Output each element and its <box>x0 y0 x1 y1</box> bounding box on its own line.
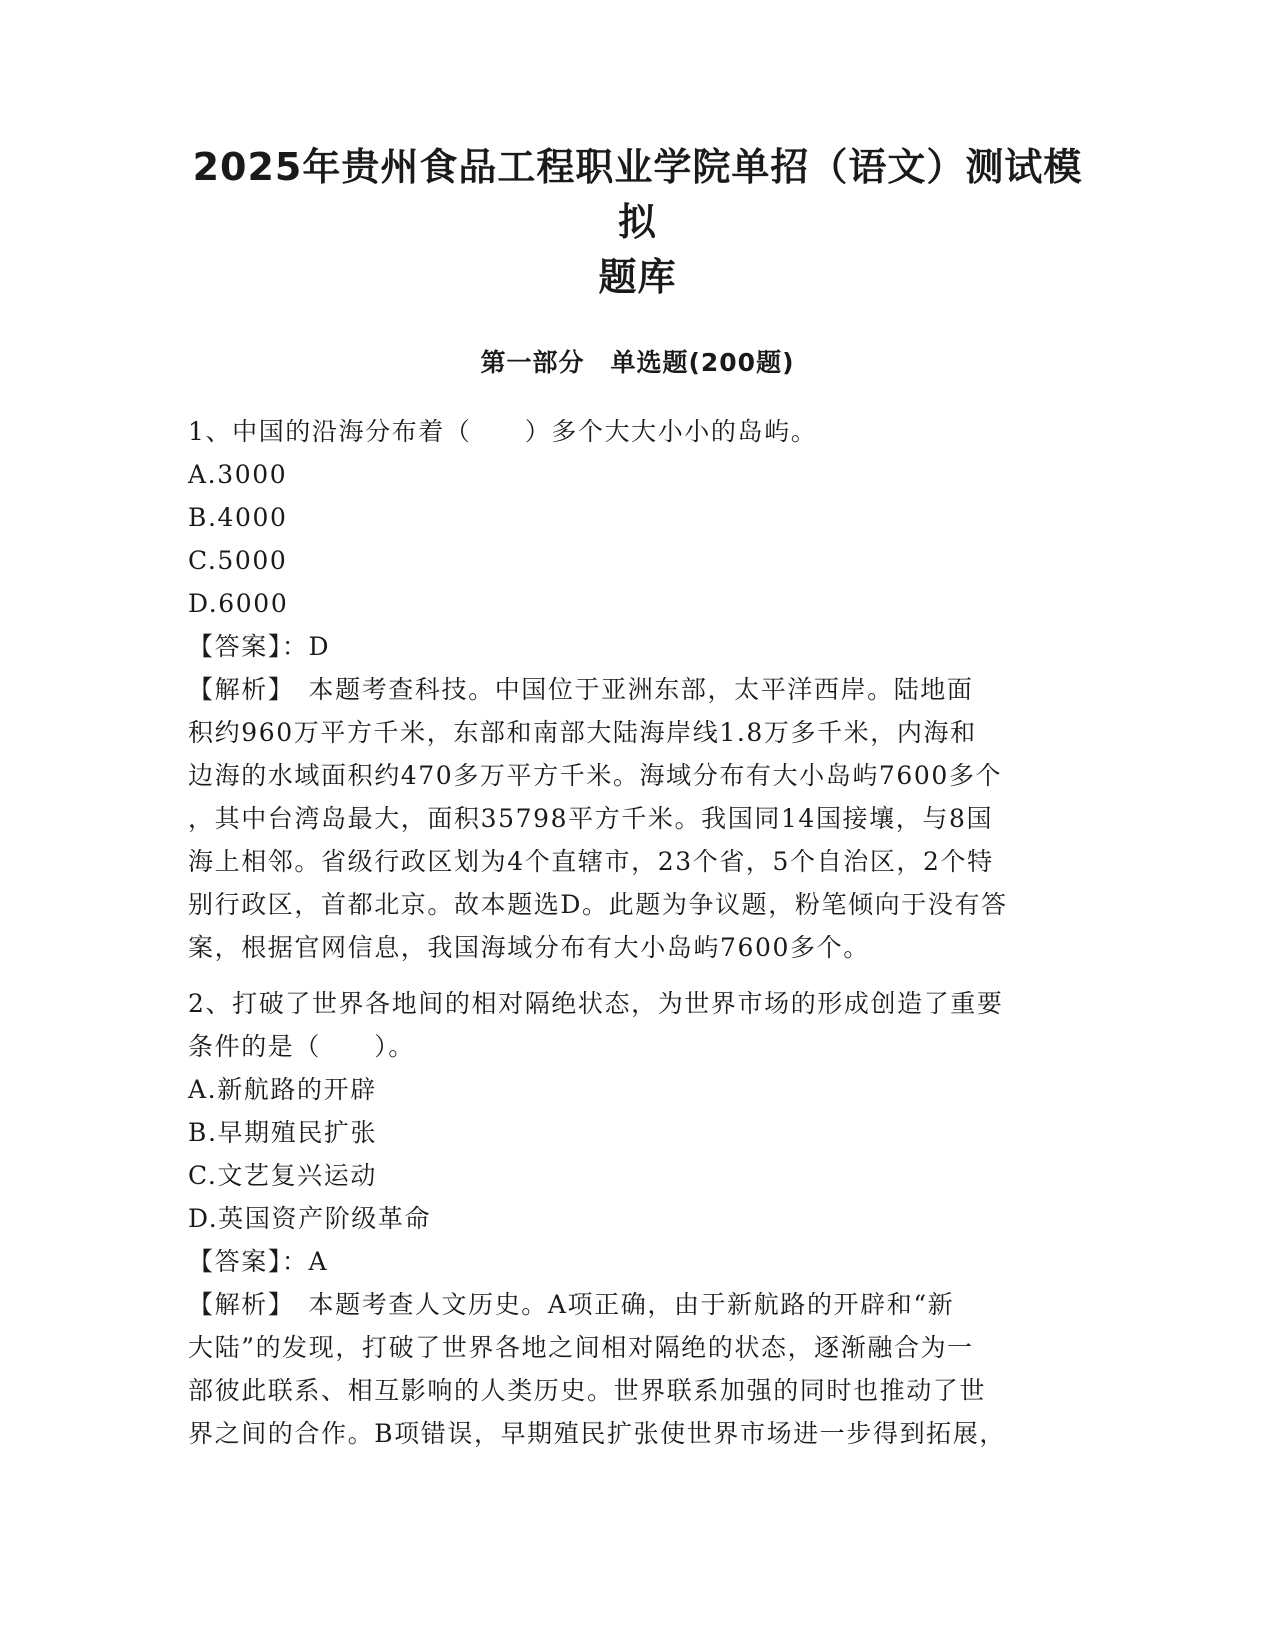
analysis-line: 别行政区，首都北京。故本题选D。此题为争议题，粉笔倾向于没有答 <box>188 890 1008 919</box>
question-stem-line: 条件的是（ ）。 <box>188 1032 415 1061</box>
questions-body <box>188 410 1083 1455</box>
section-heading: 第一部分 单选题(200题) <box>480 348 795 377</box>
document-title-line-2: 题库 <box>598 255 677 299</box>
answer-key: 【答案】：A <box>188 1247 329 1276</box>
answer-option: C.文艺复兴运动 <box>188 1161 377 1190</box>
answer-key: 【答案】：D <box>188 632 331 661</box>
answer-option: B.4000 <box>188 503 288 532</box>
answer-option: B.早期殖民扩张 <box>188 1118 378 1147</box>
answer-option: A.3000 <box>188 460 288 489</box>
analysis-line: 边海的水域面积约470多万平方千米。海域分布有大小岛屿7600多个 <box>188 761 1003 790</box>
analysis-line: 积约960万平方千米，东部和南部大陆海岸线1.8万多千米，内海和 <box>188 718 977 747</box>
question-stem-line: 2、打破了世界各地间的相对隔绝状态，为世界市场的形成创造了重要 <box>188 989 1004 1018</box>
question-spacer <box>188 969 1083 982</box>
question-block <box>188 410 1083 969</box>
analysis-line: 海上相邻。省级行政区划为4个直辖市，23个省，5个自治区，2个特 <box>188 847 994 876</box>
analysis-line: 案，根据官网信息，我国海域分布有大小岛屿7600多个。 <box>188 933 870 962</box>
analysis-line: 【解析】 本题考查人文历史。A项正确，由于新航路的开辟和“新 <box>188 1290 955 1319</box>
question-block <box>188 982 1083 1455</box>
analysis-line: 界之间的合作。B项错误，早期殖民扩张使世界市场进一步得到拓展， <box>188 1419 1006 1448</box>
document-title-line-1: 2025年贵州食品工程职业学院单招（语文）测试模拟 <box>192 145 1083 244</box>
analysis-line: 大陆”的发现，打破了世界各地之间相对隔绝的状态，逐渐融合为一 <box>188 1333 974 1362</box>
answer-option: D.英国资产阶级革命 <box>188 1204 432 1233</box>
answer-option: D.6000 <box>188 589 289 618</box>
document-title <box>185 140 1090 305</box>
question-stem-line: 1、中国的沿海分布着（ ）多个大大小小的岛屿。 <box>188 417 818 446</box>
answer-option: C.5000 <box>188 546 288 575</box>
analysis-line: 部彼此联系、相互影响的人类历史。世界联系加强的同时也推动了世 <box>188 1376 987 1405</box>
analysis-line: 【解析】 本题考查科技。中国位于亚洲东部，太平洋西岸。陆地面 <box>188 675 974 704</box>
analysis-line: ，其中台湾岛最大，面积35798平方千米。我国同14国接壤，与8国 <box>188 804 994 833</box>
answer-option: A.新航路的开辟 <box>188 1075 377 1104</box>
